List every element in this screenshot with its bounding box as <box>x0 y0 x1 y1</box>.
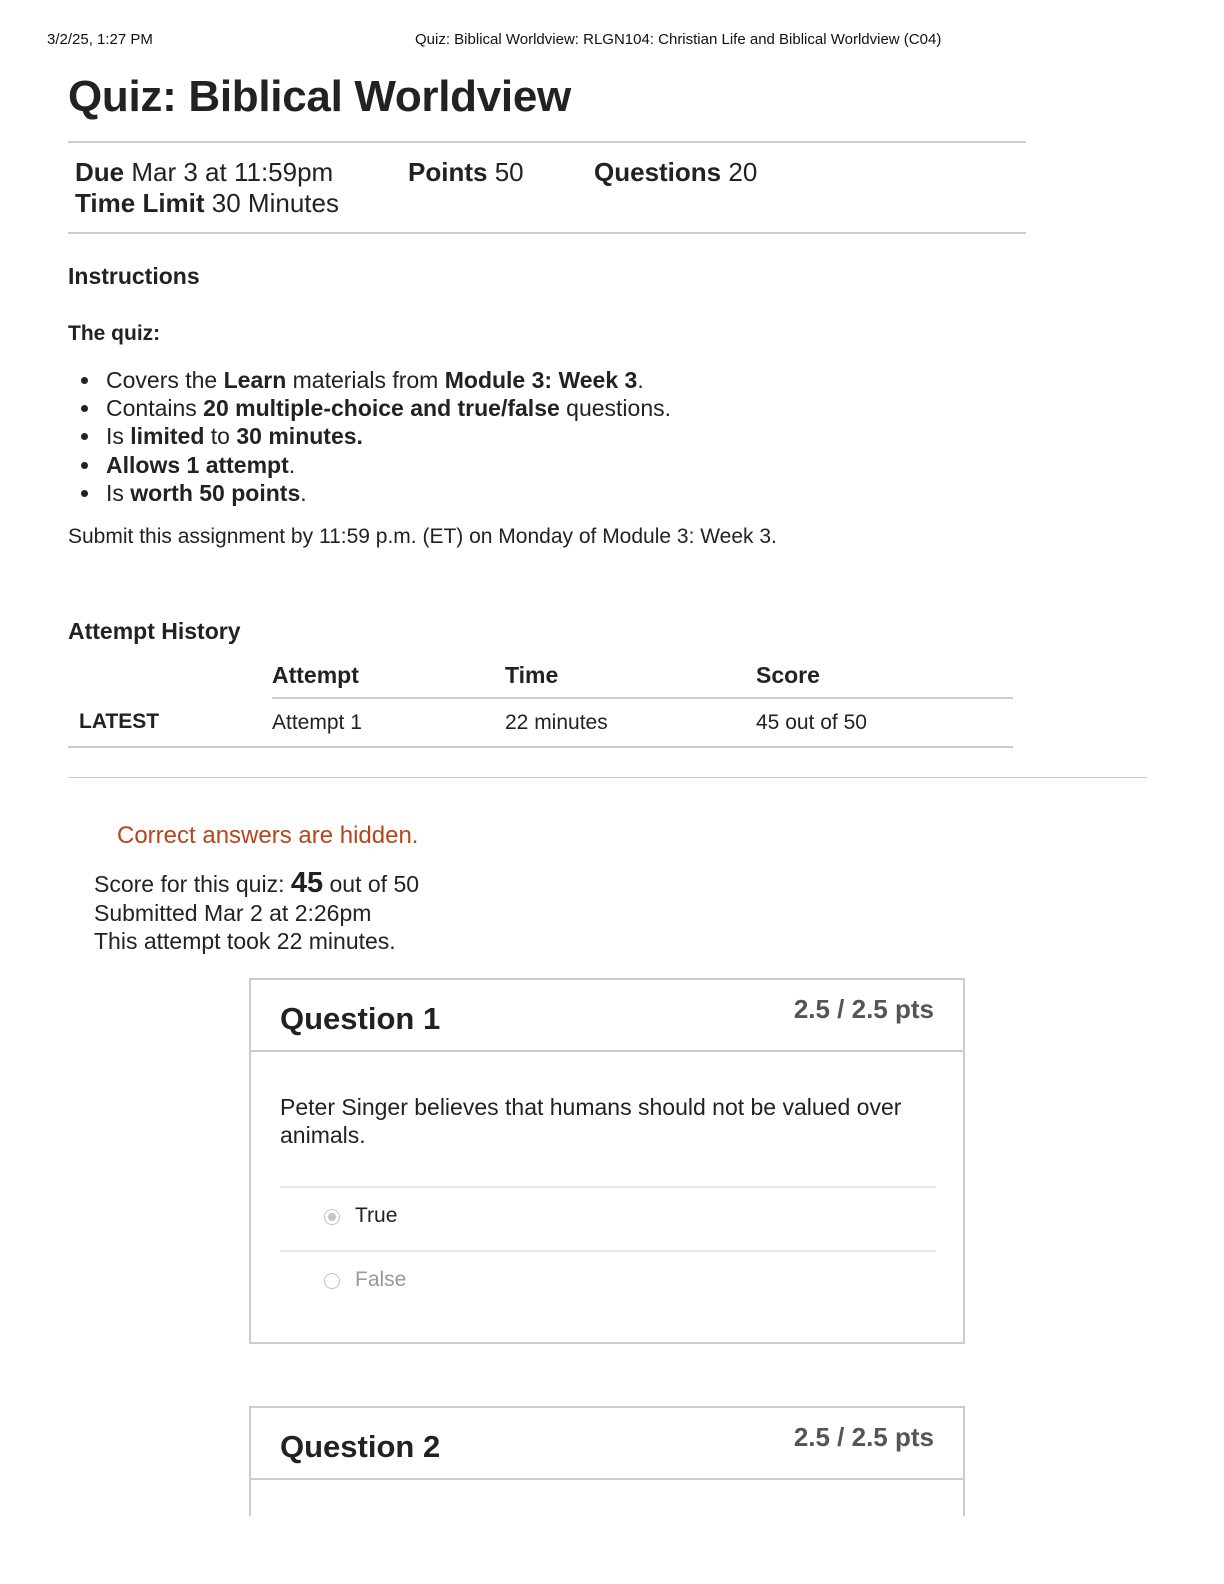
question-title: Question 1 <box>280 1001 441 1036</box>
question-points: 2.5 / 2.5 pts <box>793 994 934 1024</box>
print-header <box>0 31 1224 51</box>
question-title: Question 2 <box>280 1429 441 1464</box>
answers-hidden-notice: Correct answers are hidden. <box>117 822 419 849</box>
question-card <box>249 978 965 1344</box>
question-card <box>249 1406 965 1516</box>
attempt-history-heading: Attempt History <box>68 618 241 644</box>
due-value: Mar 3 at 11:59pm <box>131 157 334 187</box>
list-item: Allows 1 attempt. <box>78 451 671 479</box>
points-label: Points <box>408 157 488 187</box>
time-limit-value: 30 Minutes <box>211 188 339 218</box>
list-item: Is worth 50 points. <box>78 479 671 507</box>
print-document-title: Quiz: Biblical Worldview: RLGN104: Christian Life and Biblical Worldview (C04) <box>415 31 942 48</box>
attempt-duration: This attempt took 22 minutes. <box>94 928 396 954</box>
submitted-time: Submitted Mar 2 at 2:26pm <box>94 899 372 926</box>
divider <box>68 141 1026 143</box>
quiz-score: Score for this quiz: 45 out of 50 <box>94 867 420 899</box>
column-header-time: Time <box>505 654 756 698</box>
instructions-heading: Instructions <box>68 263 200 289</box>
list-item: Contains 20 multiple-choice and true/false questions. <box>78 394 671 422</box>
print-datetime: 3/2/25, 1:27 PM <box>47 31 153 48</box>
time-limit <box>75 188 339 219</box>
time-limit-label: Time Limit <box>75 188 205 218</box>
attempt-link[interactable]: Attempt 1 <box>272 698 505 747</box>
submit-note: Submit this assignment by 11:59 p.m. (ET) on Monday of Module 3: Week 3. <box>68 525 777 548</box>
column-header-score: Score <box>756 654 1013 698</box>
question-count <box>594 157 757 188</box>
radio-unselected-icon <box>324 1273 340 1289</box>
page-title: Quiz: Biblical Worldview <box>68 72 571 121</box>
divider <box>68 777 1147 778</box>
answer-list <box>280 1186 936 1314</box>
score-value: 45 <box>290 867 324 899</box>
attempt-score: 45 out of 50 <box>756 698 1013 747</box>
points-value: 50 <box>494 157 524 187</box>
due-date <box>75 157 333 188</box>
question-points: 2.5 / 2.5 pts <box>793 1422 934 1452</box>
answer-option-false <box>280 1250 936 1314</box>
instructions-list <box>78 366 671 507</box>
score-summary <box>94 869 419 956</box>
points <box>408 157 524 188</box>
latest-tag: LATEST <box>68 698 272 747</box>
question-header <box>251 980 963 1052</box>
column-header-attempt: Attempt <box>272 654 505 698</box>
column-header-blank <box>68 654 272 698</box>
question-text: Peter Singer believes that humans should not be valued over animals. <box>280 1094 902 1148</box>
question-header <box>251 1408 963 1480</box>
list-item: Covers the Learn materials from Module 3: Week 3. <box>78 366 671 394</box>
divider <box>68 232 1026 234</box>
questions-label: Questions <box>594 157 722 187</box>
attempt-history-table <box>68 654 1013 748</box>
table-row <box>68 698 1013 747</box>
instructions-subheading: The quiz: <box>68 322 161 345</box>
due-label: Due <box>75 157 125 187</box>
list-item: Is limited to 30 minutes. <box>78 422 671 450</box>
answer-label: True <box>355 1204 398 1227</box>
radio-selected-icon <box>324 1209 340 1225</box>
answer-option-true <box>280 1188 936 1250</box>
questions-value: 20 <box>728 157 758 187</box>
attempt-time: 22 minutes <box>505 698 756 747</box>
answer-label: False <box>355 1268 407 1291</box>
